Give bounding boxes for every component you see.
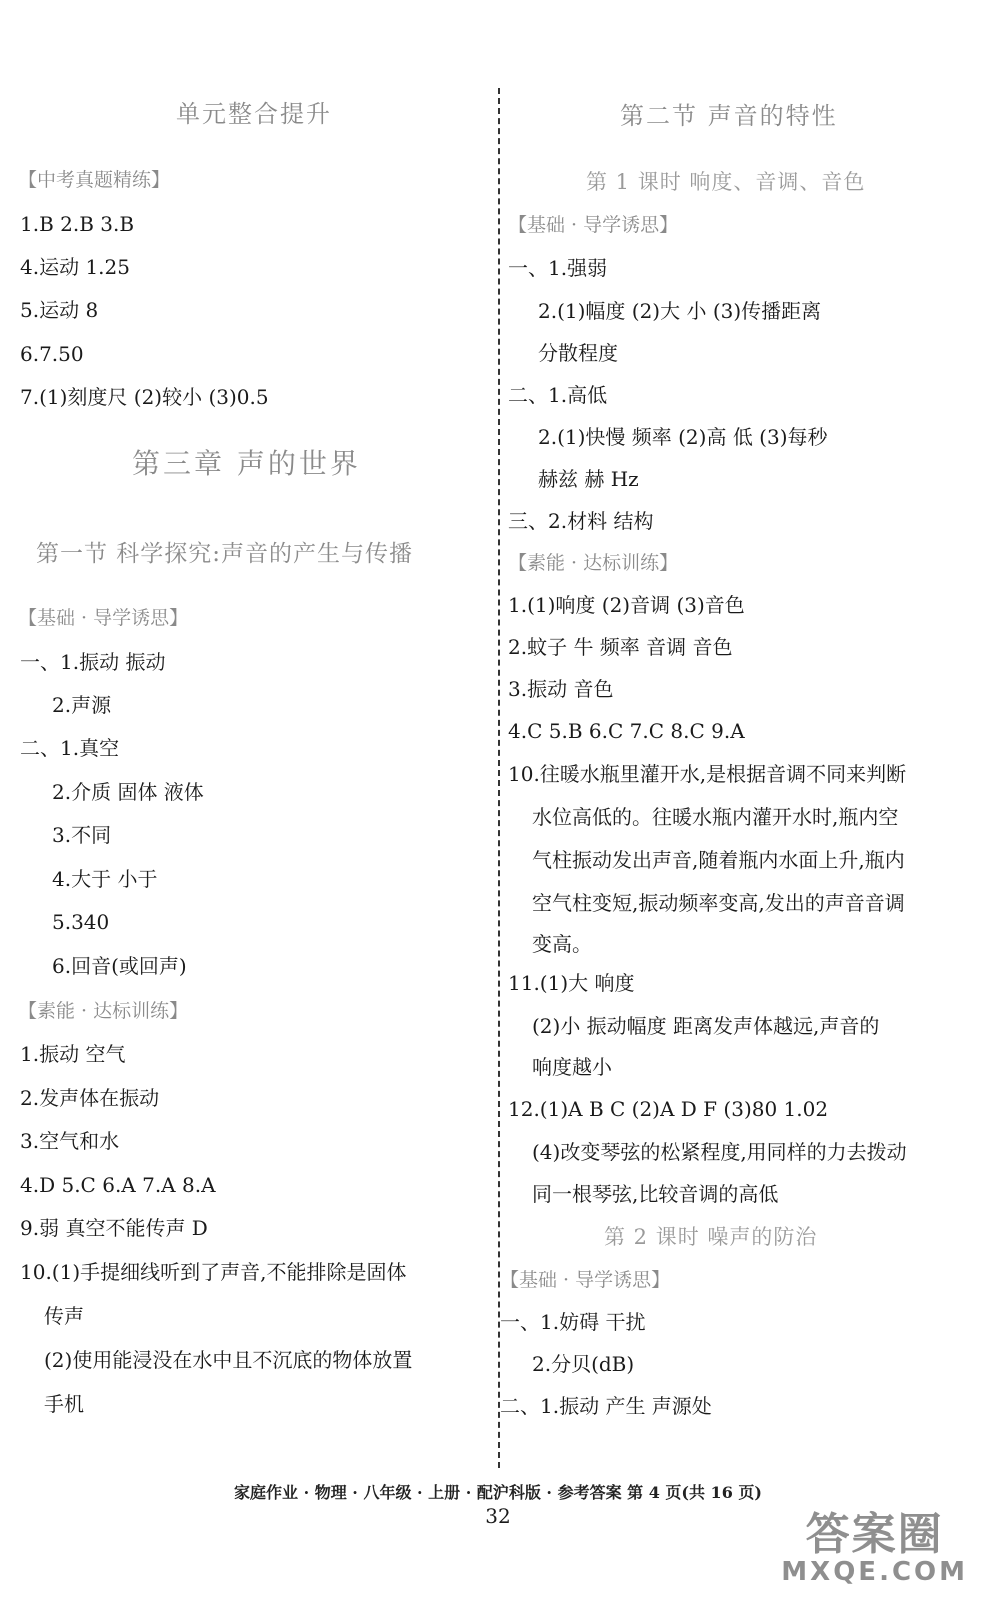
answer-line: 11.(1)大 响度 xyxy=(508,971,635,995)
answer-line: 3.不同 xyxy=(52,823,112,847)
answer-line: 7.(1)刻度尺 (2)较小 (3)0.5 xyxy=(20,385,269,409)
train-label: 【素能 · 达标训练】 xyxy=(508,552,679,574)
answer-line: 4.运动 1.25 xyxy=(20,255,130,279)
section-title: 第一节 科学探究:声音的产生与传播 xyxy=(36,541,414,567)
answer-line: 1.(1)响度 (2)音调 (3)音色 xyxy=(508,593,745,617)
basic-label: 【基础 · 导学诱思】 xyxy=(500,1269,671,1291)
answer-line: 三、2.材料 结构 xyxy=(508,509,654,533)
answer-line: 赫兹 赫 Hz xyxy=(538,467,639,491)
zhongkao-label: 【中考真题精练】 xyxy=(18,169,171,191)
answer-line: 空气柱变短,振动频率变高,发出的声音音调 xyxy=(532,891,905,915)
answer-line: 一、1.强弱 xyxy=(508,256,608,280)
train-label: 【素能 · 达标训练】 xyxy=(18,1000,189,1022)
answer-line: 2.(1)幅度 (2)大 小 (3)传播距离 xyxy=(538,299,822,323)
answer-line: 手机 xyxy=(44,1392,84,1416)
answer-line: 3.振动 音色 xyxy=(508,677,614,701)
answer-line: 6.回音(或回声) xyxy=(52,954,187,978)
answer-line: (2)小 振动幅度 距离发声体越远,声音的 xyxy=(532,1014,880,1038)
page-footer: 家庭作业 · 物理 · 八年级 · 上册 · 配沪科版 · 参考答案 第 4 页(共 16 页) xyxy=(234,1483,762,1502)
answer-line: 2.声源 xyxy=(52,693,112,717)
basic-label: 【基础 · 导学诱思】 xyxy=(508,214,679,236)
answer-line: 12.(1)A B C (2)A D F (3)80 1.02 xyxy=(508,1097,829,1121)
section-title: 第二节 声音的特性 xyxy=(620,102,838,130)
answer-line: 2.发声体在振动 xyxy=(20,1086,160,1110)
answer-line: 2.(1)快慢 频率 (2)高 低 (3)每秒 xyxy=(538,425,828,449)
column-divider xyxy=(498,88,500,1468)
answer-line: 传声 xyxy=(44,1304,84,1328)
answer-line: 二、1.高低 xyxy=(508,383,608,407)
answer-line: 2.蚊子 牛 频率 音调 音色 xyxy=(508,635,733,659)
answer-line: 3.空气和水 xyxy=(20,1129,120,1153)
answer-line: 2.介质 固体 液体 xyxy=(52,780,204,804)
answer-line: 6.7.50 xyxy=(20,342,84,366)
watermark-logo: 答案圈 xyxy=(805,1509,944,1560)
answer-line: 10.往暖水瓶里灌开水,是根据音调不同来判断 xyxy=(508,762,907,786)
lesson-title: 第 1 课时 响度、音调、音色 xyxy=(586,170,866,194)
answer-line: 2.分贝(dB) xyxy=(532,1352,635,1376)
answer-line: 二、1.真空 xyxy=(20,736,120,760)
unit-title: 单元整合提升 xyxy=(176,100,332,128)
answer-line: 变高。 xyxy=(532,932,592,956)
answer-line: 二、1.振动 产生 声源处 xyxy=(500,1394,712,1418)
answer-line: 9.弱 真空不能传声 D xyxy=(20,1216,208,1240)
page-number: 32 xyxy=(485,1504,511,1528)
answer-line: 响度越小 xyxy=(532,1055,612,1079)
answer-line: 1.B 2.B 3.B xyxy=(20,212,135,236)
site-watermark xyxy=(781,1509,968,1587)
answer-line: 一、1.妨碍 干扰 xyxy=(500,1310,646,1334)
watermark-url: MXQE.COM xyxy=(781,1557,968,1587)
answer-line: 5.340 xyxy=(52,910,110,934)
answer-line: 一、1.振动 振动 xyxy=(20,650,166,674)
lesson-title: 第 2 课时 噪声的防治 xyxy=(604,1225,818,1249)
answer-line: 10.(1)手提细线听到了声音,不能排除是固体 xyxy=(20,1260,407,1284)
answer-line: 4.大于 小于 xyxy=(52,867,158,891)
basic-label: 【基础 · 导学诱思】 xyxy=(18,607,189,629)
chapter-title: 第三章 声的世界 xyxy=(132,447,361,480)
answer-line: (4)改变琴弦的松紧程度,用同样的力去拨动 xyxy=(532,1140,907,1164)
answer-line: (2)使用能浸没在水中且不沉底的物体放置 xyxy=(44,1348,413,1372)
answer-line: 水位高低的。往暖水瓶内灌开水时,瓶内空 xyxy=(532,805,899,829)
answer-line: 分散程度 xyxy=(538,341,618,365)
answer-line: 气柱振动发出声音,随着瓶内水面上升,瓶内 xyxy=(532,848,905,872)
answer-line: 同一根琴弦,比较音调的高低 xyxy=(532,1182,779,1206)
answer-line: 4.D 5.C 6.A 7.A 8.A xyxy=(20,1173,216,1197)
answer-line: 4.C 5.B 6.C 7.C 8.C 9.A xyxy=(508,719,745,743)
answer-line: 5.运动 8 xyxy=(20,298,99,322)
answer-line: 1.振动 空气 xyxy=(20,1042,126,1066)
